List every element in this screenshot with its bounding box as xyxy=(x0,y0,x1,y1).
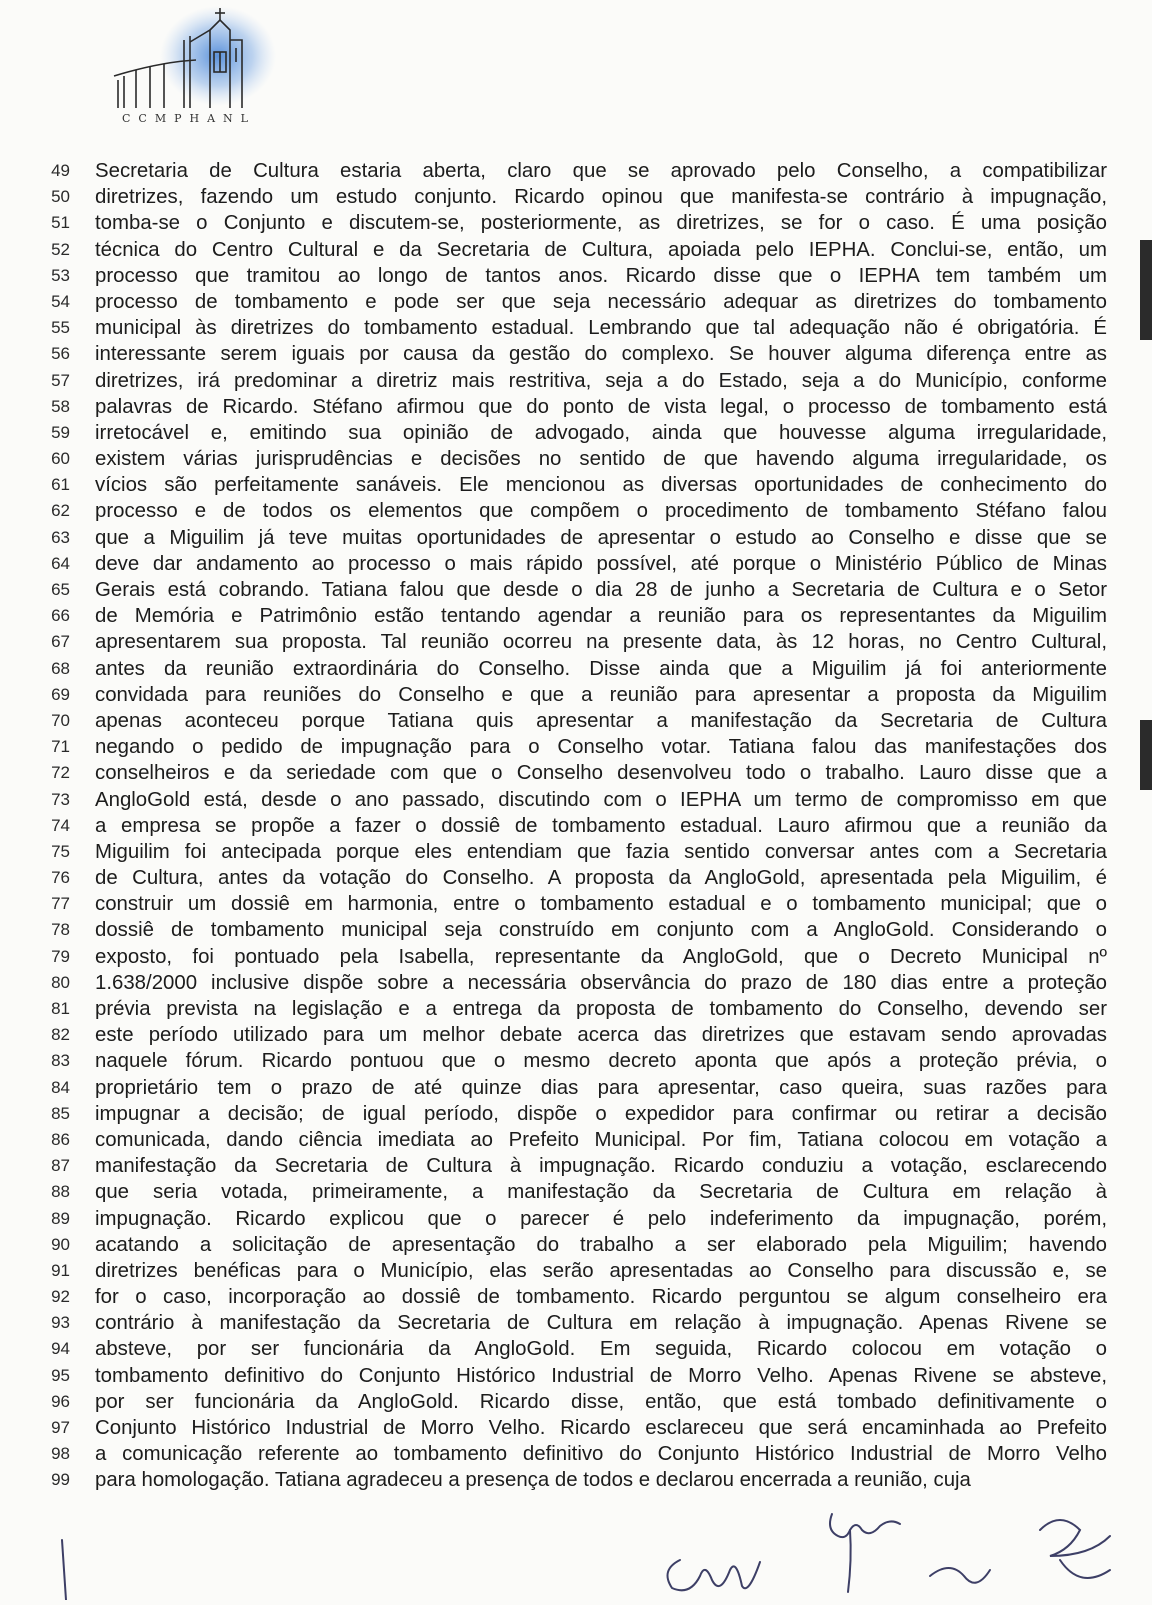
line-number: 57 xyxy=(51,370,70,390)
line-text: existem várias jurisprudências e decisões no sentido de que havendo alguma irregularidade, os xyxy=(95,448,1107,471)
minutes-line xyxy=(0,289,1152,315)
line-number: 53 xyxy=(51,265,70,285)
line-text: dossiê de tombamento municipal seja construído em conjunto com a AngloGold. Considerando o xyxy=(95,919,1107,942)
line-text: vícios são perfeitamente sanáveis. Ele mencionou as diversas oportunidades de conhecimento do xyxy=(95,474,1107,497)
line-number: 72 xyxy=(51,763,70,783)
minutes-line xyxy=(0,341,1152,367)
line-number: 64 xyxy=(51,553,70,573)
line-text: municipal às diretrizes do tombamento estadual. Lembrando que tal adequação não é obrigatória. É xyxy=(95,317,1107,340)
line-number: 71 xyxy=(51,737,70,757)
line-number: 59 xyxy=(51,422,70,442)
line-text: for o caso, incorporação ao dossiê de tombamento. Ricardo perguntou se algum conselheiro era xyxy=(95,1286,1107,1309)
line-text: exposto, foi pontuado pela Isabella, representante da AngloGold, que o Decreto Municipal nº xyxy=(95,945,1107,968)
line-text: por ser funcionária da AngloGold. Ricardo disse, então, que está tombado definitivamente o xyxy=(95,1390,1107,1413)
minutes-line xyxy=(0,237,1152,263)
line-number: 56 xyxy=(51,344,70,364)
line-text: diretrizes, fazendo um estudo conjunto. Ricardo opinou que manifesta-se contrário à impugnação, xyxy=(95,186,1107,209)
line-text: contrário à manifestação da Secretaria de Cultura em relação à impugnação. Apenas Rivene se xyxy=(95,1312,1107,1335)
minutes-line xyxy=(0,1022,1152,1048)
line-text: impugnar a decisão; de igual período, dispõe o expedidor para confirmar ou retirar a decisão xyxy=(95,1102,1107,1125)
line-number: 99 xyxy=(51,1470,70,1490)
minutes-line xyxy=(0,1441,1152,1467)
line-number: 96 xyxy=(51,1391,70,1411)
minutes-line xyxy=(0,1415,1152,1441)
line-number: 89 xyxy=(51,1208,70,1228)
line-text: manifestação da Secretaria de Cultura à impugnação. Ricardo conduziu a votação, esclarecendo xyxy=(95,1155,1107,1178)
minutes-line xyxy=(0,734,1152,760)
minutes-line xyxy=(0,917,1152,943)
line-number: 78 xyxy=(51,920,70,940)
line-number: 62 xyxy=(51,501,70,521)
line-number: 60 xyxy=(51,449,70,469)
line-text: construir um dossiê em harmonia, entre o tombamento estadual e o tombamento municipal; que o xyxy=(95,893,1107,916)
line-number: 97 xyxy=(51,1418,70,1437)
line-text: de Memória e Patrimônio estão tentando agendar a reunião para os representantes da Miguilim xyxy=(95,605,1107,628)
signature-area xyxy=(0,1500,1152,1600)
line-number: 77 xyxy=(51,894,70,914)
line-number: 92 xyxy=(51,1287,70,1307)
line-number: 55 xyxy=(51,318,70,338)
line-text: técnica do Centro Cultural e da Secretaria de Cultura, apoiada pelo IEPHA. Conclui-se, então, um xyxy=(95,238,1107,261)
line-number: 58 xyxy=(51,396,70,416)
line-number: 51 xyxy=(51,213,70,233)
minutes-line xyxy=(0,682,1152,708)
line-text: de Cultura, antes da votação do Conselho. A proposta da AngloGold, apresentada pela Miguilim, é xyxy=(95,867,1107,890)
minutes-line xyxy=(0,787,1152,813)
meeting-minutes-text xyxy=(0,158,1152,1494)
minutes-line xyxy=(0,394,1152,420)
minutes-line xyxy=(0,1048,1152,1074)
line-text: comunicada, dando ciência imediata ao Prefeito Municipal. Por fim, Tatiana colocou em votação a xyxy=(95,1128,1107,1151)
line-number: 83 xyxy=(51,1051,70,1071)
line-number: 63 xyxy=(51,527,70,547)
line-number: 67 xyxy=(51,632,70,652)
line-text: irretocável e, emitindo sua opinião de advogado, ainda que houvesse alguma irregularidade, xyxy=(95,421,1107,444)
church-tower-icon xyxy=(100,0,280,112)
line-number: 87 xyxy=(51,1156,70,1176)
line-number: 49 xyxy=(51,161,70,180)
line-number: 50 xyxy=(51,187,70,207)
line-number: 85 xyxy=(51,1103,70,1123)
line-number: 66 xyxy=(51,606,70,626)
line-text: naquele fórum. Ricardo pontuou que o mesmo decreto aponta que após a proteção prévia, o xyxy=(95,1050,1107,1073)
line-number: 86 xyxy=(51,1129,70,1149)
minutes-line xyxy=(0,184,1152,210)
minutes-line xyxy=(0,656,1152,682)
minutes-line xyxy=(0,158,1152,184)
line-number: 79 xyxy=(51,946,70,966)
minutes-line xyxy=(0,1127,1152,1153)
minutes-line xyxy=(0,629,1152,655)
minutes-line xyxy=(0,525,1152,551)
line-text: absteve, por ser funcionária da AngloGold. Em seguida, Ricardo colocou em votação o xyxy=(95,1338,1107,1361)
line-text: prévia prevista na legislação e a entrega da proposta de tombamento do Conselho, devendo ser xyxy=(95,998,1107,1020)
minutes-line xyxy=(0,368,1152,394)
line-number: 76 xyxy=(51,868,70,888)
line-text: este período utilizado para um melhor debate acerca das diretrizes que estavam sendo aprovadas xyxy=(95,1024,1107,1047)
minutes-line xyxy=(0,1363,1152,1389)
line-number: 74 xyxy=(51,815,70,835)
line-text: acatando a solicitação de apresentação do trabalho a ser elaborado pela Miguilim; havendo xyxy=(95,1233,1107,1256)
minutes-line xyxy=(0,315,1152,341)
line-text: negando o pedido de impugnação para o Conselho votar. Tatiana falou das manifestações dos xyxy=(95,736,1107,759)
line-number: 91 xyxy=(51,1260,70,1280)
minutes-line xyxy=(0,1336,1152,1362)
minutes-line xyxy=(0,865,1152,891)
line-text: palavras de Ricardo. Stéfano afirmou que do ponto de vista legal, o processo de tombamento está xyxy=(95,395,1107,418)
line-text: deve dar andamento ao processo o mais rápido possível, até porque o Ministério Público de Minas xyxy=(95,552,1107,575)
minutes-line xyxy=(0,970,1152,996)
line-text: Conjunto Histórico Industrial de Morro Velho. Ricardo esclareceu que será encaminhada ao Prefeito xyxy=(95,1417,1107,1439)
minutes-line xyxy=(0,1258,1152,1284)
line-text: a empresa se propõe a fazer o dossiê de tombamento estadual. Lauro afirmou que a reunião da xyxy=(95,814,1107,837)
minutes-line xyxy=(0,577,1152,603)
line-number: 88 xyxy=(51,1182,70,1202)
line-text: antes da reunião extraordinária do Conselho. Disse ainda que a Miguilim já foi anteriormente xyxy=(95,657,1107,680)
line-text: tomba-se o Conjunto e discutem-se, posteriormente, as diretrizes, se for o caso. É uma posição xyxy=(95,212,1107,235)
minutes-line xyxy=(0,1075,1152,1101)
minutes-line xyxy=(0,996,1152,1022)
line-text: a comunicação referente ao tombamento definitivo do Conjunto Histórico Industrial de Morro Velho xyxy=(95,1443,1107,1466)
line-number: 81 xyxy=(51,999,70,1018)
minutes-line xyxy=(0,708,1152,734)
line-text: processo que tramitou ao longo de tantos anos. Ricardo disse que o IEPHA tem também um xyxy=(95,264,1107,287)
line-text: apenas aconteceu porque Tatiana quis apresentar a manifestação da Secretaria de Cultura xyxy=(95,709,1107,732)
line-text: proprietário tem o prazo de até quinze dias para apresentar, caso queira, suas razões para xyxy=(95,1076,1107,1099)
line-text: impugnação. Ricardo explicou que o parecer é pelo indeferimento da impugnação, porém, xyxy=(95,1207,1107,1230)
line-number: 82 xyxy=(51,1025,70,1045)
minutes-line xyxy=(0,813,1152,839)
line-text: Gerais está cobrando. Tatiana falou que desde o dia 28 de junho a Secretaria de Cultura e o Setor xyxy=(95,579,1107,601)
minutes-line xyxy=(0,1467,1152,1493)
line-text: diretrizes, irá predominar a diretriz mais restritiva, seja a do Estado, seja a do Município, conforme xyxy=(95,369,1107,392)
minutes-line xyxy=(0,420,1152,446)
line-text: interessante serem iguais por causa da gestão do complexo. Se houver alguma diferença entre as xyxy=(95,343,1107,366)
line-text: que a Miguilim já teve muitas oportunidades de apresentar o estudo ao Conselho e disse que se xyxy=(95,526,1107,549)
line-text: apresentarem sua proposta. Tal reunião ocorreu na presente data, às 12 horas, no Centro Cultural, xyxy=(95,631,1107,654)
minutes-line xyxy=(0,839,1152,865)
line-number: 80 xyxy=(51,972,70,992)
minutes-line xyxy=(0,1101,1152,1127)
handwritten-signatures xyxy=(0,1500,1152,1600)
council-logo xyxy=(100,0,280,130)
minutes-line xyxy=(0,944,1152,970)
minutes-line xyxy=(0,1232,1152,1258)
line-number: 73 xyxy=(51,789,70,809)
minutes-line xyxy=(0,551,1152,577)
line-number: 90 xyxy=(51,1234,70,1254)
minutes-line xyxy=(0,472,1152,498)
line-text: Secretaria de Cultura estaria aberta, claro que se aprovado pelo Conselho, a compatibilizar xyxy=(95,160,1107,182)
line-number: 54 xyxy=(51,291,70,311)
minutes-line xyxy=(0,1206,1152,1232)
line-number: 68 xyxy=(51,658,70,678)
line-text: convidada para reuniões do Conselho e que a reunião para apresentar a proposta da Miguilim xyxy=(95,683,1107,706)
line-number: 52 xyxy=(51,239,70,259)
scan-edge-mark xyxy=(1140,240,1152,340)
minutes-line xyxy=(0,263,1152,289)
line-number: 69 xyxy=(51,684,70,704)
scan-edge-mark xyxy=(1140,720,1152,790)
line-text: AngloGold está, desde o ano passado, discutindo com o IEPHA um termo de compromisso em que xyxy=(95,788,1107,811)
line-text: que seria votada, primeiramente, a manifestação da Secretaria de Cultura em relação à xyxy=(95,1181,1107,1204)
minutes-line xyxy=(0,1310,1152,1336)
line-text: processo de tombamento e pode ser que seja necessário adequar as diretrizes do tombamento xyxy=(95,290,1107,313)
line-text: para homologação. Tatiana agradeceu a presença de todos e declarou encerrada a reunião, cuja xyxy=(95,1469,971,1492)
line-number: 94 xyxy=(51,1339,70,1359)
line-text: conselheiros e da seriedade com que o Conselho desenvolveu todo o trabalho. Lauro disse que a xyxy=(95,762,1107,785)
minutes-line xyxy=(0,891,1152,917)
minutes-line xyxy=(0,760,1152,786)
line-number: 95 xyxy=(51,1365,70,1385)
minutes-line xyxy=(0,210,1152,236)
line-text: processo e de todos os elementos que compõem o procedimento de tombamento Stéfano falou xyxy=(95,500,1107,523)
line-number: 98 xyxy=(51,1444,70,1464)
line-number: 65 xyxy=(51,580,70,599)
line-number: 61 xyxy=(51,475,70,495)
line-text: Miguilim foi antecipada porque eles entendiam que fazia sentido conversar antes com a Secretaria xyxy=(95,840,1107,863)
minutes-line xyxy=(0,1179,1152,1205)
line-text: diretrizes benéficas para o Município, elas serão apresentadas ao Conselho para discussão e, se xyxy=(95,1259,1107,1282)
line-number: 70 xyxy=(51,710,70,730)
minutes-line xyxy=(0,1389,1152,1415)
minutes-line xyxy=(0,1284,1152,1310)
line-number: 84 xyxy=(51,1077,70,1097)
minutes-line xyxy=(0,498,1152,524)
line-number: 75 xyxy=(51,841,70,861)
logo-text: CCMPHANL xyxy=(122,112,256,125)
line-text: tombamento definitivo do Conjunto Histórico Industrial de Morro Velho. Apenas Rivene se absteve, xyxy=(95,1364,1107,1387)
minutes-line xyxy=(0,1153,1152,1179)
line-number: 93 xyxy=(51,1313,70,1333)
minutes-line xyxy=(0,603,1152,629)
line-text: 1.638/2000 inclusive dispõe sobre a necessária observância do prazo de 180 dias entre a proteção xyxy=(95,971,1107,994)
minutes-line xyxy=(0,446,1152,472)
